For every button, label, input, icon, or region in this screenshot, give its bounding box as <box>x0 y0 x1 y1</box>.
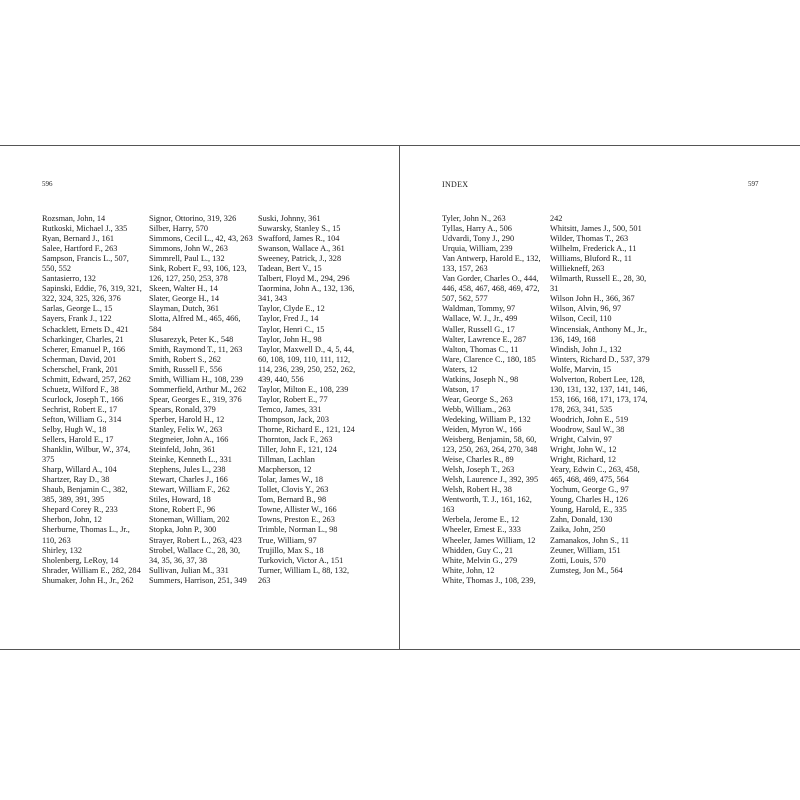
index-entry: Scherman, David, 201 <box>42 354 117 364</box>
index-entry: Sink, Robert F., 93, 106, 123, <box>149 264 247 274</box>
index-entry: Young, Harold, E., 335 <box>550 505 627 515</box>
index-entry: Sapinski, Eddie, 76, 319, 321, <box>42 284 142 294</box>
index-entry: Sharp, Willard A., 104 <box>42 465 117 475</box>
index-entry: Stoneman, William, 202 <box>149 515 230 525</box>
index-entry: White, Thomas J., 108, 239, <box>442 575 536 585</box>
index-entry: Young, Charles H., 126 <box>550 495 628 505</box>
index-entry: Walton, Thomas C., 11 <box>442 344 519 354</box>
index-entry: Suski, Johnny, 361 <box>258 214 321 223</box>
index-entry: Welsh, Robert H., 38 <box>442 485 512 495</box>
index-entry: Swanson, Wallace A., 361 <box>258 244 345 254</box>
index-entry: 34, 35, 36, 37, 38 <box>149 555 208 565</box>
index-entry: Sullivan, Julian M., 331 <box>149 565 229 575</box>
index-entry: 322, 324, 325, 326, 376 <box>42 294 121 304</box>
index-entry: Slater, George H., 14 <box>149 294 220 304</box>
index-entry: 385, 389, 391, 395 <box>42 495 105 505</box>
index-entry: Stopka, John P., 300 <box>149 525 217 535</box>
index-entry: Sperber, Harold H., 12 <box>149 414 225 424</box>
index-entry: Smith, Robert S., 262 <box>149 354 221 364</box>
index-column-4 <box>442 214 541 586</box>
index-entry: 550, 552 <box>42 264 72 274</box>
index-column-1 <box>42 214 142 586</box>
index-entry: Tollet, Clovis Y., 263 <box>258 485 329 495</box>
index-entry: Sweeney, Patrick, J., 328 <box>258 254 342 264</box>
index-entry: Sechrist, Robert E., 17 <box>42 404 118 414</box>
index-entry: Santasierro, 132 <box>42 274 96 284</box>
index-entry: Suwarsky, Stanley S., 15 <box>258 224 341 234</box>
index-entry: Williams, Bluford R., 11 <box>550 254 632 264</box>
index-entry: Strobel, Wallace C., 28, 30, <box>149 545 241 555</box>
right-page-number: 597 <box>748 180 759 188</box>
index-entry: Sefton, William G., 314 <box>42 414 122 424</box>
index-entry: Tyllas, Harry A., 506 <box>442 224 512 234</box>
index-entry: Schuetz, Wilford F., 38 <box>42 384 119 394</box>
index-entry: Stiles, Howard, 18 <box>149 495 211 505</box>
index-entry: Wolfe, Marvin, 15 <box>550 364 612 374</box>
index-entry: Stanley, Felix W., 263 <box>149 424 223 434</box>
index-entry: Taormina, John A., 132, 136, <box>258 284 355 294</box>
index-entry: 263 <box>258 575 271 585</box>
index-entry: Zamanakos, John S., 11 <box>550 535 629 545</box>
index-entry: Taylor, Henri C., 15 <box>258 324 325 334</box>
index-entry: Strayer, Robert L., 263, 423 <box>149 535 242 545</box>
index-entry: Smith, William H., 108, 239 <box>149 374 244 384</box>
index-entry: 31 <box>550 284 559 294</box>
index-entry: Wright, John W., 12 <box>550 445 617 455</box>
gutter-divider <box>399 146 400 649</box>
index-entry: Wentworth, T. J., 161, 162, <box>442 495 532 505</box>
index-entry: Webb, William., 263 <box>442 404 511 414</box>
index-entry: Tillman, Lachlan <box>258 455 315 465</box>
index-entry: 242 <box>550 214 563 223</box>
index-entry: Wolverton, Robert Lee, 128, <box>550 374 645 384</box>
index-entry: Silber, Harry, 570 <box>149 224 209 234</box>
index-entry: Spears, Ronald, 379 <box>149 404 216 414</box>
index-entry: Thornton, Jack F., 263 <box>258 435 333 445</box>
index-entry: Williekneff, 263 <box>550 264 605 274</box>
index-entry: White, Melvin G., 279 <box>442 555 518 565</box>
index-entry: White, John, 12 <box>442 565 495 575</box>
index-entry: Swafford, James R., 104 <box>258 234 340 244</box>
index-entry: Weisberg, Benjamin, 58, 60, <box>442 435 537 445</box>
index-entry: Wright, Calvin, 97 <box>550 435 612 445</box>
index-entry: 153, 166, 168, 171, 173, 174, <box>550 394 648 404</box>
index-entry: Watkins, Joseph N., 98 <box>442 374 519 384</box>
index-entry: 178, 263, 341, 535 <box>550 404 613 414</box>
index-entry: Shepard Corey R., 233 <box>42 505 118 515</box>
index-entry: Wheeler, Ernest E., 333 <box>442 525 521 535</box>
index-entry: Slotta, Alfred M., 465, 466, <box>149 314 241 324</box>
index-entry: Towne, Allister W., 166 <box>258 505 337 515</box>
index-entry: Slayman, Dutch, 361 <box>149 304 220 314</box>
index-entry: Yeary, Edwin C., 263, 458, <box>550 465 640 475</box>
index-entry: Temco, James, 331 <box>258 404 322 414</box>
index-entry: Woodrow, Saul W., 38 <box>550 424 625 434</box>
index-entry: Scharkinger, Charles, 21 <box>42 334 124 344</box>
book-spread <box>0 145 800 650</box>
index-entry: Tiller, John F., 121, 124 <box>258 445 337 455</box>
index-entry: Rozsman, John, 14 <box>42 214 106 223</box>
index-entry: Shrader, William E., 282, 284 <box>42 565 141 575</box>
index-entry: Sampson, Francis L., 507, <box>42 254 129 264</box>
index-entry: Sommerfield, Arthur M., 262 <box>149 384 247 394</box>
index-entry: Tyler, John N., 263 <box>442 214 506 223</box>
index-entry: Turner, William L, 88, 132, <box>258 565 350 575</box>
index-entry: Whitsitt, James J., 500, 501 <box>550 224 642 234</box>
index-entry: Simmons, Cecil L., 42, 43, 263 <box>149 234 253 244</box>
index-entry: Waller, Russell G., 17 <box>442 324 515 334</box>
index-entry: Wilson, Alvin, 96, 97 <box>550 304 622 314</box>
index-entry: Sayers, Frank J., 122 <box>42 314 112 324</box>
index-entry: Signor, Ottorino, 319, 326 <box>149 214 237 223</box>
index-entry: 126, 127, 250, 253, 378 <box>149 274 228 284</box>
index-entry: Van Gorder, Charles O., 444, <box>442 274 539 284</box>
index-entry: Sholenberg, LeRoy, 14 <box>42 555 119 565</box>
index-entry: Wear, George S., 263 <box>442 394 513 404</box>
index-entry: Tom, Bernard B., 98 <box>258 495 327 505</box>
index-entry: Spear, Georges E., 319, 376 <box>149 394 242 404</box>
index-entry: Welsh, Joseph T., 263 <box>442 465 515 475</box>
index-entry: Schacklett, Ernets D., 421 <box>42 324 129 334</box>
left-page-number: 596 <box>42 180 53 188</box>
index-entry: Zumsteg, Jon M., 564 <box>550 565 623 575</box>
index-entry: Steinfeld, John, 361 <box>149 445 216 455</box>
index-entry: Taylor, John H., 98 <box>258 334 322 344</box>
index-entry: Talbert, Floyd M., 294, 296 <box>258 274 350 284</box>
index-entry: Tadean, Bert V., 15 <box>258 264 322 274</box>
index-entry: Weiden, Myron W., 166 <box>442 424 522 434</box>
index-entry: Scurlock, Joseph T., 166 <box>42 394 124 404</box>
index-entry: Zotti, Louis, 570 <box>550 555 606 565</box>
index-entry: 136, 149, 168 <box>550 334 596 344</box>
index-entry: Udvardi, Tony J., 290 <box>442 234 515 244</box>
index-entry: 110, 263 <box>42 535 71 545</box>
index-entry: 507, 562, 577 <box>442 294 488 304</box>
index-column-2 <box>149 214 253 586</box>
index-entry: Stephens, Jules L., 238 <box>149 465 226 475</box>
index-entry: Simmons, John W., 263 <box>149 244 228 254</box>
index-entry: Wheeler, James William, 12 <box>442 535 536 545</box>
index-entry: 465, 468, 469, 475, 564 <box>550 475 629 485</box>
index-entry: Steinke, Kenneth L., 331 <box>149 455 232 465</box>
index-entry: 584 <box>149 324 162 334</box>
index-entry: 130, 131, 132, 137, 141, 146, <box>550 384 648 394</box>
index-entry: Urquia, William, 239 <box>442 244 513 254</box>
index-entry: Wilmarth, Russell E., 28, 30, <box>550 274 647 284</box>
index-entry: Wilder, Thomas T., 263 <box>550 234 629 244</box>
index-entry: 375 <box>42 455 55 465</box>
index-entry: Taylor, Milton E., 108, 239 <box>258 384 349 394</box>
index-entry: Smith, Raymond T., 11, 263 <box>149 344 243 354</box>
index-entry: 446, 458, 467, 468, 469, 472, <box>442 284 540 294</box>
index-entry: Sarlas, George L., 15 <box>42 304 113 314</box>
index-entry: Macpherson, 12 <box>258 465 312 475</box>
index-entry: Stegmeier, John A., 166 <box>149 435 229 445</box>
index-entry: Waldman, Tommy, 97 <box>442 304 516 314</box>
index-entry: Wallace, W. J., Jr., 499 <box>442 314 518 324</box>
index-entry: Shartzer, Ray D., 38 <box>42 475 110 485</box>
index-entry: Shanklin, Wilbur, W., 374, <box>42 445 131 455</box>
index-entry: 163 <box>442 505 455 515</box>
index-entry: 123, 250, 263, 264, 270, 348 <box>442 445 538 455</box>
index-entry: True, William, 97 <box>258 535 317 545</box>
index-entry: Thorne, Richard E., 121, 124 <box>258 424 355 434</box>
index-entry: Slusarezyk, Peter K., 548 <box>149 334 234 344</box>
index-entry: Welsh, Laurence J., 392, 395 <box>442 475 539 485</box>
index-entry: Van Antwerp, Harold E., 132, <box>442 254 541 264</box>
index-entry: Smith, Russell F., 556 <box>149 364 223 374</box>
index-column-3 <box>258 214 355 586</box>
index-entry: Sherburne, Thomas L., Jr., <box>42 525 130 535</box>
index-entry: 114, 236, 239, 250, 252, 262, <box>258 364 356 374</box>
index-entry: Ware, Clarence C., 180, 185 <box>442 354 536 364</box>
index-entry: Turkovich, Victor A., 151 <box>258 555 344 565</box>
running-head: INDEX <box>442 180 469 189</box>
index-entry: Salee, Hartford F., 263 <box>42 244 118 254</box>
index-entry: Trujillo, Max S., 18 <box>258 545 324 555</box>
index-entry: Walter, Lawrence E., 287 <box>442 334 527 344</box>
index-entry: Taylor, Maxwell D., 4, 5, 44, <box>258 344 355 354</box>
index-entry: Ryan, Bernard J., 161 <box>42 234 115 244</box>
index-entry: Windish, John J., 132 <box>550 344 622 354</box>
index-entry: Taylor, Robert E., 77 <box>258 394 328 404</box>
index-entry: Shirley, 132 <box>42 545 83 555</box>
index-entry: Rutkoski, Michael J., 335 <box>42 224 128 234</box>
index-entry: Simmrell, Paul L., 132 <box>149 254 225 264</box>
index-entry: Waters, 12 <box>442 364 478 374</box>
index-entry: Wright, Richard, 12 <box>550 455 617 465</box>
index-entry: Summers, Harrison, 251, 349 <box>149 575 247 585</box>
index-entry: Woodrich, John E., 519 <box>550 414 629 424</box>
index-entry: Zaika, John, 250 <box>550 525 606 535</box>
index-entry: Weise, Charles R., 89 <box>442 455 514 465</box>
index-entry: Scherer, Emanuel P., 166 <box>42 344 126 354</box>
index-entry: 341, 343 <box>258 294 288 304</box>
index-entry: Stone, Robert F., 96 <box>149 505 216 515</box>
index-entry: 439, 440, 556 <box>258 374 304 384</box>
index-column-5 <box>550 214 650 576</box>
index-entry: Winters, Richard D., 537, 379 <box>550 354 650 364</box>
index-entry: Sherbon, John, 12 <box>42 515 102 525</box>
index-entry: Skeen, Walter H., 14 <box>149 284 218 294</box>
index-entry: Tolar, James W., 18 <box>258 475 323 485</box>
index-entry: Whidden, Guy C., 21 <box>442 545 513 555</box>
index-entry: Zahn, Donald, 130 <box>550 515 613 525</box>
index-entry: Towns, Preston E., 263 <box>258 515 335 525</box>
index-entry: Taylor, Clyde E., 12 <box>258 304 325 314</box>
index-entry: Werbela, Jerome E., 12 <box>442 515 520 525</box>
index-entry: Wilson, Cecil, 110 <box>550 314 612 324</box>
index-entry: Taylor, Fred J., 14 <box>258 314 319 324</box>
index-entry: Yochum, George G., 97 <box>550 485 629 495</box>
index-entry: Wilson John H., 366, 367 <box>550 294 635 304</box>
index-entry: Shumaker, John H., Jr., 262 <box>42 575 134 585</box>
index-entry: Wilhelm, Frederick A., 11 <box>550 244 637 254</box>
index-entry: Thompson, Jack, 203 <box>258 414 329 424</box>
index-entry: Schmitt, Edward, 257, 262 <box>42 374 131 384</box>
index-entry: Stewart, Charles J., 166 <box>149 475 228 485</box>
index-entry: Selby, Hugh W., 18 <box>42 424 107 434</box>
index-entry: Watson, 17 <box>442 384 480 394</box>
index-entry: Zeuner, William, 151 <box>550 545 621 555</box>
index-entry: Wedeking, William P., 132 <box>442 414 531 424</box>
index-entry: Stewart, William F., 262 <box>149 485 230 495</box>
index-entry: Sellers, Harold E., 17 <box>42 435 114 445</box>
index-entry: 133, 157, 263 <box>442 264 488 274</box>
index-entry: Trimble, Norman L., 98 <box>258 525 338 535</box>
index-entry: 60, 108, 109, 110, 111, 112, <box>258 354 351 364</box>
index-entry: Scherschel, Frank, 201 <box>42 364 119 374</box>
index-entry: Wincensiak, Anthony M., Jr., <box>550 324 647 334</box>
index-entry: Shaub, Benjamin C., 382, <box>42 485 128 495</box>
